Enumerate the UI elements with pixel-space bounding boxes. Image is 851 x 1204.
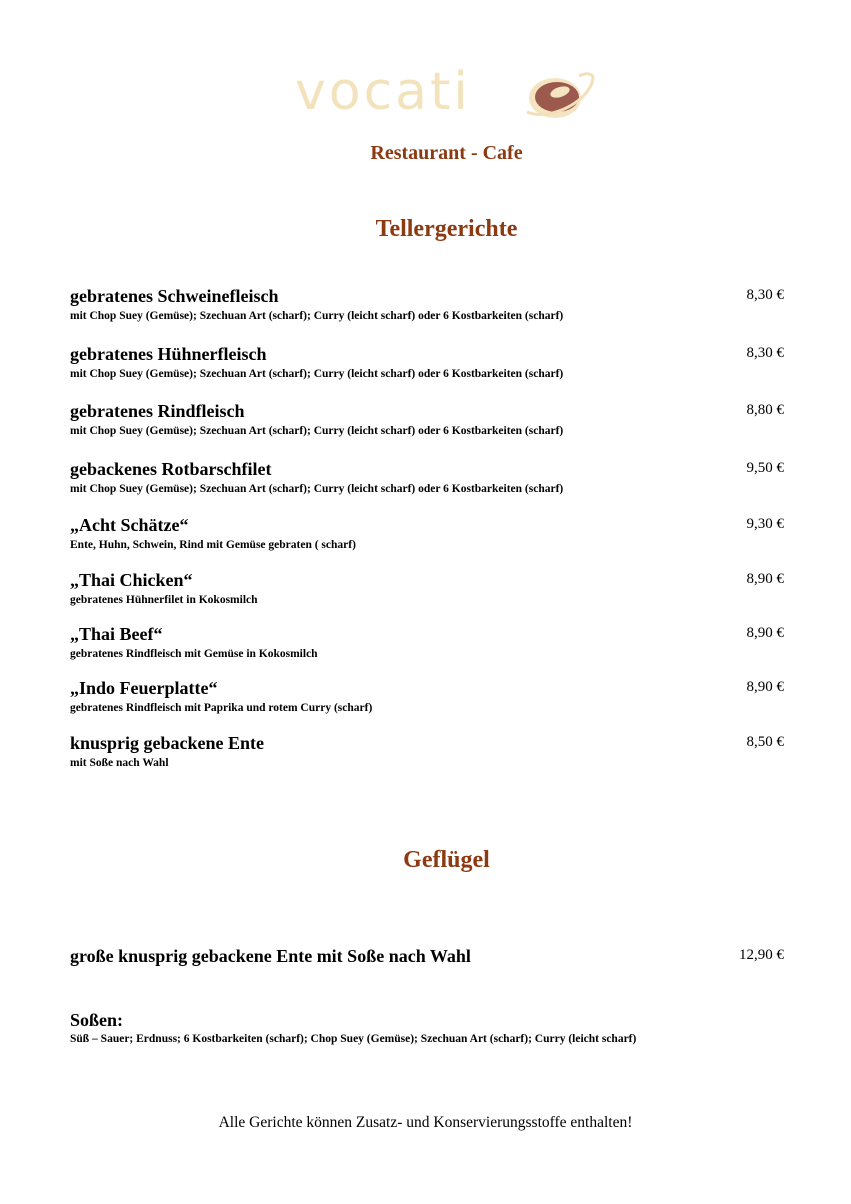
- menu-item: [70, 344, 784, 381]
- sauces-block: [70, 1010, 700, 1047]
- menu-item-description: mit Soße nach Wahl: [70, 757, 169, 769]
- menu-item-price: 9,30 €: [746, 516, 784, 532]
- menu-item-name: „Indo Feuerplatte“: [70, 678, 218, 698]
- logo-swirl-icon: [521, 66, 597, 126]
- logo-text: vocati: [295, 62, 471, 122]
- menu-item-name: gebratenes Hühnerfleisch: [70, 344, 267, 364]
- section-title-tellergerichte: Tellergerichte: [375, 216, 518, 242]
- menu-item-price: 8,30 €: [746, 345, 784, 361]
- menu-item: [70, 459, 784, 496]
- section-title-gefluegel: Geflügel: [403, 847, 490, 873]
- menu-item-description: Ente, Huhn, Schwein, Rind mit Gemüse gebraten ( scharf): [70, 539, 356, 551]
- menu-item: [70, 401, 784, 438]
- menu-item-price: 12,90 €: [739, 947, 784, 963]
- menu-item-name: gebratenes Rindfleisch: [70, 401, 245, 421]
- menu-item: [70, 570, 784, 607]
- menu-item-description: gebratenes Rindfleisch mit Paprika und rotem Curry (scharf): [70, 702, 373, 714]
- restaurant-subtitle: Restaurant - Cafe: [370, 142, 523, 164]
- menu-item-description: mit Chop Suey (Gemüse); Szechuan Art (scharf); Curry (leicht scharf) oder 6 Kostbarkeiten (scharf): [70, 368, 564, 380]
- menu-item-price: 8,90 €: [746, 625, 784, 641]
- menu-item-name: gebratenes Schweinefleisch: [70, 286, 279, 306]
- additives-note: Alle Gerichte können Zusatz- und Konservierungsstoffe enthalten!: [218, 1114, 633, 1131]
- menu-item: [70, 624, 784, 661]
- menu-item-name: „Acht Schätze“: [70, 515, 189, 535]
- menu-item: [70, 733, 784, 770]
- menu-item-price: 8,90 €: [746, 571, 784, 587]
- menu-item-price: 9,50 €: [746, 460, 784, 476]
- logo: [295, 60, 605, 130]
- menu-item-description: mit Chop Suey (Gemüse); Szechuan Art (scharf); Curry (leicht scharf) oder 6 Kostbarkeiten (scharf): [70, 483, 564, 495]
- menu-item-description: gebratenes Rindfleisch mit Gemüse in Kokosmilch: [70, 648, 318, 660]
- menu-item-description: gebratenes Hühnerfilet in Kokosmilch: [70, 594, 258, 606]
- menu-item-name: gebackenes Rotbarschfilet: [70, 459, 272, 479]
- sauces-title: Soßen:: [70, 1010, 124, 1030]
- menu-item: [70, 286, 784, 323]
- menu-item-name: „Thai Chicken“: [70, 570, 193, 590]
- sauces-list: Süß – Sauer; Erdnuss; 6 Kostbarkeiten (scharf); Chop Suey (Gemüse); Szechuan Art (scharf); Curry (leicht scharf): [70, 1033, 637, 1045]
- menu-item-description: mit Chop Suey (Gemüse); Szechuan Art (scharf); Curry (leicht scharf) oder 6 Kostbarkeiten (scharf): [70, 310, 564, 322]
- menu-item-price: 8,90 €: [746, 679, 784, 695]
- menu-item-price: 8,30 €: [746, 287, 784, 303]
- menu-item-price: 8,50 €: [746, 734, 784, 750]
- menu-item-price: 8,80 €: [746, 402, 784, 418]
- menu-item-name: knusprig gebackene Ente: [70, 733, 265, 753]
- menu-item-description: mit Chop Suey (Gemüse); Szechuan Art (scharf); Curry (leicht scharf) oder 6 Kostbarkeiten (scharf): [70, 425, 564, 437]
- menu-item: [70, 515, 784, 552]
- menu-item: [70, 946, 784, 966]
- menu-item-name: „Thai Beef“: [70, 624, 163, 644]
- menu-item-name: große knusprig gebackene Ente mit Soße nach Wahl: [70, 946, 471, 966]
- menu-item: [70, 678, 784, 715]
